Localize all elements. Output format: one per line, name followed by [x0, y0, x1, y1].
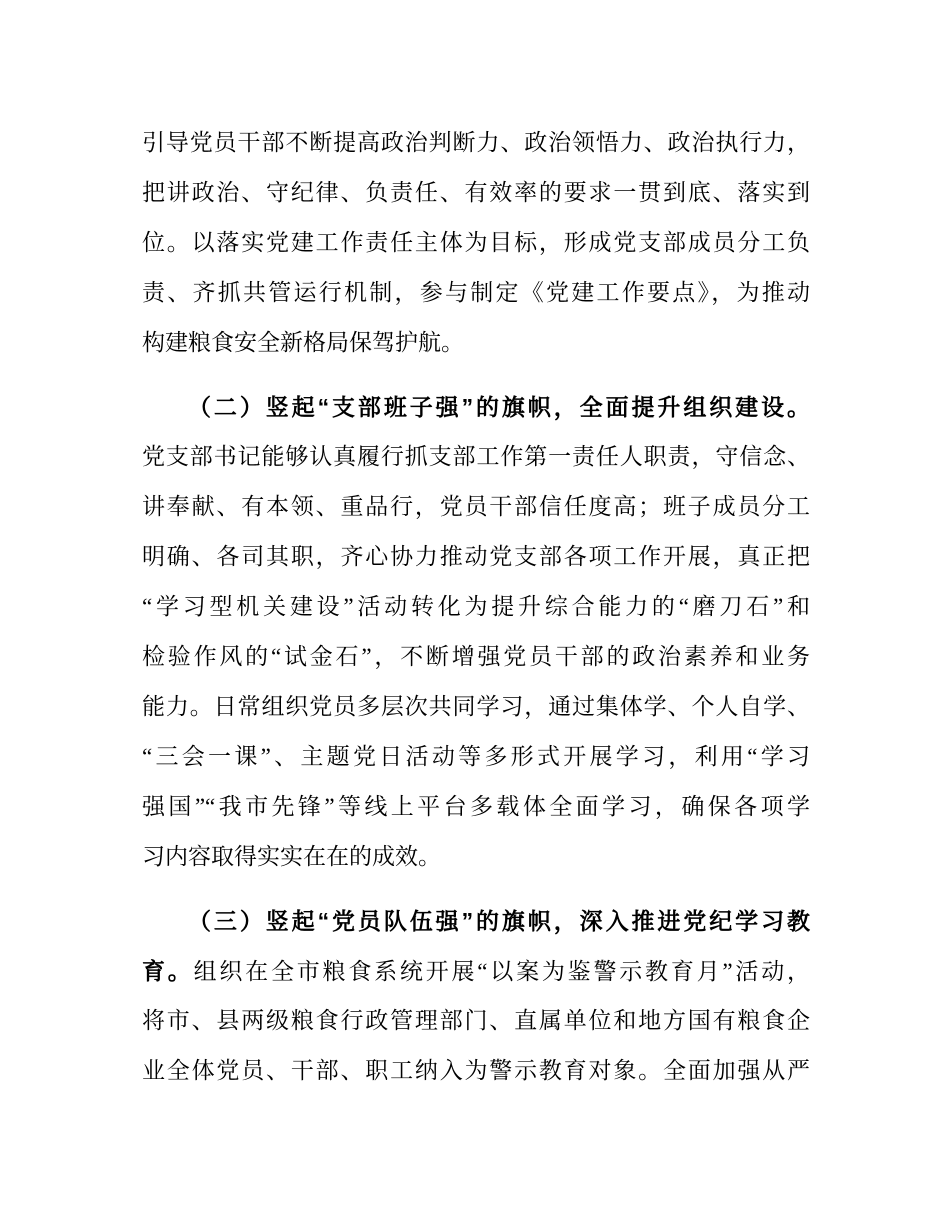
section-3-paragraph [142, 896, 810, 1096]
text-line: 检验作风的“试金石”，不断增强党员干部的政治素养和业务 [142, 644, 810, 669]
text-line: “学习型机关建设”活动转化为提升综合能力的“磨刀石”和 [142, 594, 810, 619]
text-line [142, 946, 810, 996]
text-line: 把讲政治、守纪律、负责任、有效率的要求一贯到底、落实到 [142, 180, 810, 205]
section-3-heading-carry: 育。 [142, 958, 194, 984]
text-line: “三会一课”、主题党日活动等多形式开展学习，利用“学习 [142, 744, 810, 769]
text-line: 引导党员干部不断提高政治判断力、政治领悟力、政治执行力， [142, 130, 810, 155]
section-2-heading: （二）竖起“支部班子强”的旗帜，全面提升组织建设。 [188, 394, 810, 420]
text-line: 构建粮食安全新格局保驾护航。 [142, 330, 464, 355]
text-line: 明确、各司其职，齐心协力推动党支部各项工作开展，真正把 [142, 544, 810, 569]
paragraph-continuation [142, 118, 810, 368]
text-run: 组织在全市粮食系统开展“以案为鉴警示教育月”活动， [193, 959, 811, 984]
text-line: 习内容取得实实在在的成效。 [142, 844, 441, 869]
section-2-paragraph [142, 382, 810, 882]
text-line: 能力。日常组织党员多层次共同学习，通过集体学、个人自学、 [142, 694, 810, 719]
text-line: 将市、县两级粮食行政管理部门、直属单位和地方国有粮食企 [142, 1008, 810, 1033]
text-line: 位。以落实党建工作责任主体为目标，形成党支部成员分工负 [142, 230, 810, 255]
section-3-heading: （三）竖起“党员队伍强”的旗帜，深入推进党纪学习教 [188, 908, 810, 934]
text-line: 责、齐抓共管运行机制，参与制定《党建工作要点》，为推动 [142, 280, 810, 305]
text-line: 党支部书记能够认真履行抓支部工作第一责任人职责，守信念、 [142, 444, 810, 469]
text-line: 强国”“我市先锋”等线上平台多载体全面学习，确保各项学 [142, 794, 810, 819]
text-line: 讲奉献、有本领、重品行，党员干部信任度高；班子成员分工 [142, 494, 810, 519]
text-line: 业全体党员、干部、职工纳入为警示教育对象。全面加强从严 [142, 1058, 810, 1083]
